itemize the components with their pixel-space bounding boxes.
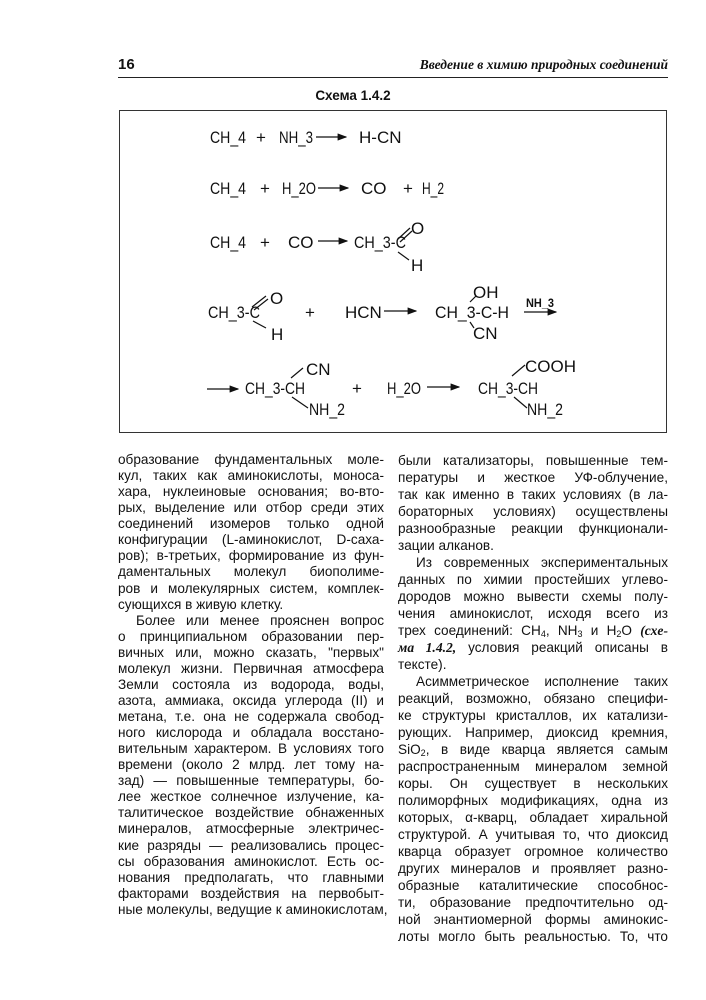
formula-ch4: CH_4: [210, 233, 246, 252]
atom-o: O: [270, 289, 284, 308]
single-bond: [398, 252, 409, 260]
formula-acetaldehyde: CH_3-C: [354, 233, 406, 252]
group-oh: OH: [473, 283, 499, 302]
text-line: ма 1.4.2, условия реакций описаны в: [398, 640, 668, 655]
text-line: ти, образование предпочтительно од-: [398, 895, 668, 910]
text-line: хара, нуклеиновые основания; во-вто-: [118, 484, 384, 500]
formula-h2o: H_2O: [282, 179, 316, 198]
page-number: 16: [118, 56, 135, 73]
group-nh2: NH_2: [527, 400, 563, 419]
text-line: нования предполагать, что главными: [118, 869, 384, 885]
text-line: лее жесткое солнечное излучение, ка-: [118, 789, 384, 805]
text-line: SiO$_2$, в виде кварца является самым: [398, 742, 668, 758]
formula-alanine: CH_3-CH: [478, 379, 538, 398]
formula-co: CO: [288, 233, 314, 252]
text-line: были катализаторы, повышенные тем-: [398, 453, 668, 468]
running-title: Введение в химию природных соединений: [419, 57, 668, 72]
text-line: бораторных условиях) осуществлены: [398, 504, 668, 519]
text-line: кул, таких как аминокислоты, моноса-: [118, 468, 384, 484]
text-line: сующихся в живую клетку.: [118, 596, 284, 612]
single-bond: [291, 368, 303, 378]
text-line: лоты могло быть реальностью. То, что: [398, 929, 668, 944]
atom-h: H: [411, 256, 424, 275]
text-line: ров); в-третьих, формирование из фун-: [118, 548, 384, 564]
formula-h2o: H_2O: [387, 379, 421, 398]
atom-o: O: [411, 219, 425, 238]
text-line: Более или менее прояснен вопрос: [136, 612, 384, 628]
text-line: Из современных экспериментальных: [416, 555, 668, 570]
text-line: которых, α-кварц, обладает хиральной: [398, 810, 668, 825]
text-line: рых, выделение или отбор среди этих: [118, 500, 384, 516]
single-bond: [253, 321, 266, 328]
text-line: образование фундаментальных моле-: [118, 452, 384, 467]
plus-sign: +: [260, 233, 270, 252]
text-line: талитическое воздействие обнаженных: [118, 805, 384, 821]
text-line: метана, т.е. она не содержала свобод-: [118, 709, 384, 724]
formula-acetaldehyde: CH_3-C: [208, 303, 260, 322]
text-line: минералов, атмосферные электричес-: [118, 821, 384, 837]
text-line: факторами воздействия на первобыт-: [118, 885, 384, 901]
group-nh2: NH_2: [309, 400, 345, 419]
text-line: пературы и жесткое УФ-облучение,: [398, 470, 668, 485]
text-line: молекул жизни. Первичная атмосфера: [118, 660, 384, 676]
text-line: рующих. Например, диоксид кремния,: [398, 725, 668, 740]
text-line: кие разряды — реализовались процес-: [118, 837, 384, 853]
text-line: других минералов и проявляет разно-: [398, 861, 668, 876]
text-line: времени (около 2 млрд. лет тому на-: [118, 757, 384, 773]
text-line: зации алканов.: [398, 538, 494, 553]
text-line: образные каталитические способнос-: [398, 878, 668, 893]
formula-h2: H_2: [422, 179, 444, 198]
text-line: реакций, возможно, обязано специфи-: [398, 691, 668, 706]
text-line: ке структуры кристаллов, их катализи-: [398, 708, 668, 723]
plus-sign: +: [403, 179, 413, 198]
text-line: кварца образует огромное количество: [398, 844, 668, 859]
text-line: полиморфных модификациях, одна из: [398, 793, 668, 808]
text-line: о принципиальном образовании пер-: [118, 628, 384, 644]
text-line: Асимметрическое исполнение таких: [416, 674, 668, 689]
text-line: зад) — повышенные температуры, бо-: [118, 773, 384, 789]
text-column-left: [118, 452, 388, 918]
atom-h: H: [271, 325, 284, 344]
scheme-title: Схема 1.4.2: [315, 88, 391, 103]
plus-sign: +: [305, 303, 315, 322]
text-line: дородов можно вывести схемы полу-: [398, 589, 668, 604]
formula-aminonitrile: CH_3-CH: [245, 379, 305, 398]
text-line: структурой. А учитывая то, что диоксид: [398, 827, 668, 842]
formula-hcn: HCN: [345, 303, 382, 322]
text-line: так как именно в таких условиях (в ла-: [398, 487, 668, 502]
text-line: данных по химии простейших углево-: [398, 572, 668, 587]
text-line: распространенным минералом земной: [398, 759, 668, 774]
text-line: вительным характером. В условиях того: [118, 741, 384, 757]
text-line: ного кислорода и обладала восстано-: [118, 725, 384, 741]
text-line: конфигурации (L-аминокислот, D-саха-: [118, 532, 384, 548]
reagent-nh3: NH_3: [526, 296, 555, 310]
group-cooh: COOH: [525, 357, 576, 376]
single-bond: [514, 397, 527, 408]
formula-co: CO: [361, 179, 387, 198]
text-line: коры. Он существует в нескольких: [398, 776, 668, 791]
single-bond: [292, 397, 308, 408]
text-line: разнообразные реакции функционали-: [398, 521, 668, 536]
text-line: ной энантиомерной формы аминокис-: [398, 912, 668, 927]
plus-sign: +: [256, 128, 266, 147]
formula-ch4: CH_4: [210, 179, 246, 198]
text-line: азота, аммиака, оксида углерода (II) и: [118, 692, 384, 708]
text-line: ные молекулы, ведущие к аминокислотам,: [118, 901, 388, 917]
single-bond: [512, 365, 525, 376]
plus-sign: +: [260, 179, 270, 198]
formula-ch4: CH_4: [210, 128, 246, 147]
formula-cyanohydrin: CH_3-C-H: [435, 303, 509, 322]
text-line: ров и молекулярных систем, комплек-: [118, 580, 384, 596]
text-line: тексте).: [398, 657, 447, 672]
text-line: трех соединений: $CH_4$, $NH_3$ и $H_2O$ (схе-: [398, 623, 668, 639]
text-line: сы образования аминокислот. Есть ос-: [118, 853, 384, 869]
text-line: вичных или, можно сказать, "первых": [118, 644, 384, 660]
text-line: даментальных молекул биополиме-: [118, 564, 384, 580]
group-cn: CN: [473, 324, 498, 343]
plus-sign: +: [352, 379, 362, 398]
text-line: чения аминокислот, исходя всего из: [398, 606, 668, 621]
group-cn: CN: [306, 360, 331, 379]
formula-hcn: H-CN: [359, 128, 402, 147]
text-line: соединений изомеров только одной: [118, 516, 384, 532]
text-line: Земли состояла из водорода, воды,: [118, 676, 384, 692]
formula-nh3: NH_3: [279, 128, 313, 147]
text-column-right: [398, 452, 668, 945]
